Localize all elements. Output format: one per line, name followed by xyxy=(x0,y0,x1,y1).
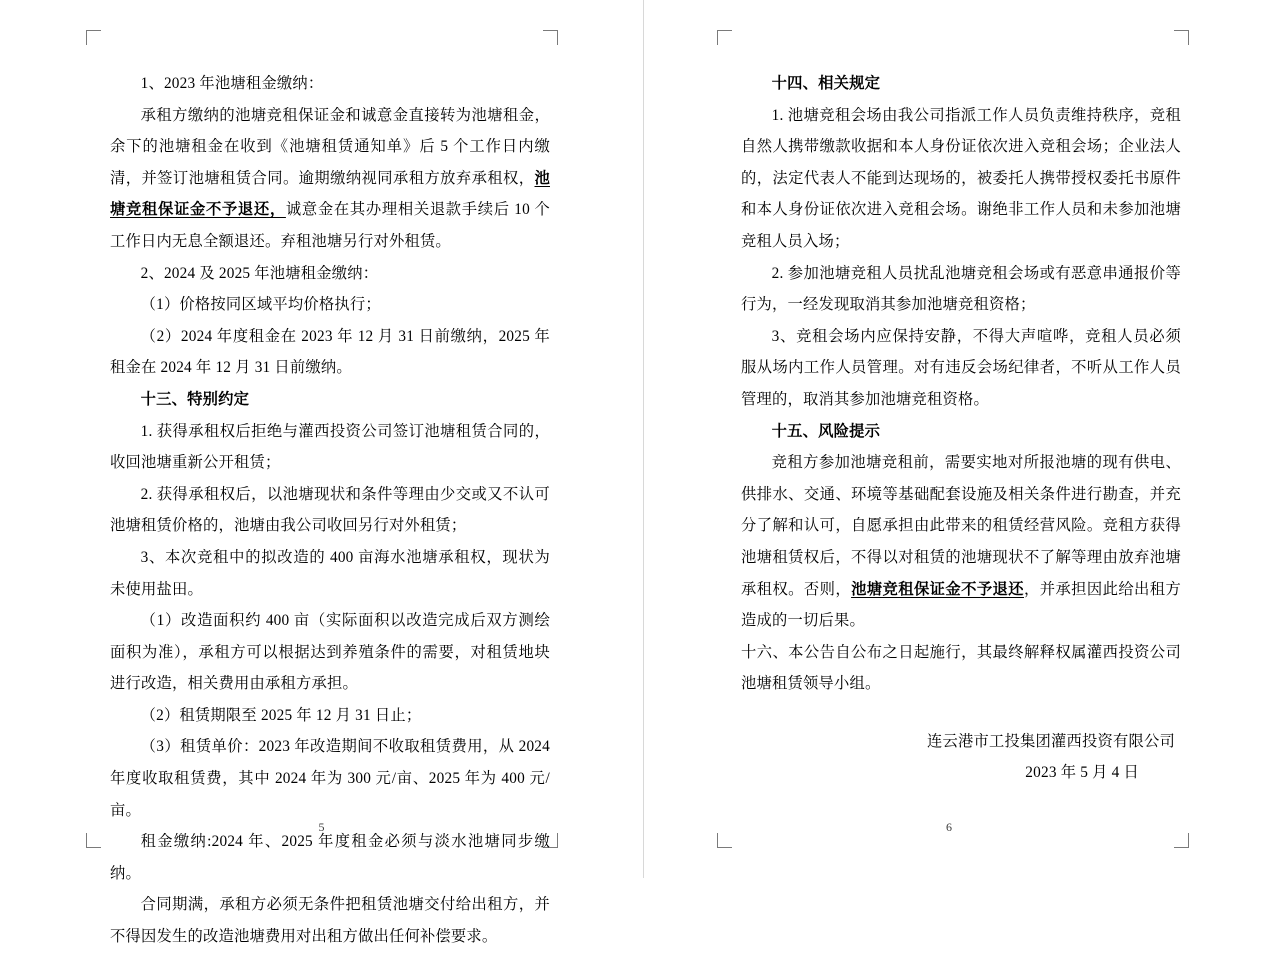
paragraph: 1、2023 年池塘租金缴纳： xyxy=(140,75,324,92)
paragraph: 1. 池塘竞租会场由我公司指派工作人员负责维持秩序，竞租自然人携带缴款收据和本人身份证依次进入竞租会场；企业法人的，法定代表人不能到达现场的，被委托人携带授权委托书原件和本人身份证依次进入竞租会场。谢绝非工作人员和未参加池塘竞租人员入场； xyxy=(741,106,1181,250)
page-left xyxy=(0,0,643,946)
paragraph: （3）租赁单价：2023 年改造期间不收取租赁费用，从 2024 年度收取租赁费，其中 2024 年为 300 元/亩、2025 年为 400 元/亩。 xyxy=(110,738,550,819)
signature-company: 连云港市工投集团灌西投资有限公司 xyxy=(927,732,1175,750)
paragraph: （1）价格按同区域平均价格执行； xyxy=(140,296,381,314)
paragraph: 3、本次竞租中的拟改造的 400 亩海水池塘承租权，现状为未使用盐田。 xyxy=(110,548,550,598)
text-run: 诚意金在其办理相关退款手续后 10 个工作日内无息全额退还。弃租池塘另行对外租赁。 xyxy=(110,201,551,250)
text-run: 竞租方参加池塘竞租前，需要实地对所报池塘的现有供电、供排水、交通、环境等基础配套设施及相关条件进行勘查，并充分了解和认可，自愿承担由此带来的租赁经营风险。竞租方获得池塘租赁权后，不得以对租赁的池塘现状不了解等理由放弃池塘承租权。否则， xyxy=(741,454,1181,598)
paragraph: 合同期满，承租方必须无条件把租赁池塘交付给出租方，并不得因发生的改造池塘费用对出租方做出任何补偿要求。 xyxy=(110,896,550,946)
crop-mark-top-right xyxy=(1174,30,1189,45)
paragraph: （1）改造面积约 400 亩（实际面积以改造完成后双方测绘面积为准），承租方可以根据达到养殖条件的需要，对租赁地块进行改造，相关费用由承租方承担。 xyxy=(110,612,550,693)
crop-mark-top-left xyxy=(86,30,101,45)
section-heading: 十四、相关规定 xyxy=(771,75,881,92)
text-run: ，并承担因此给出租方造成的一切后果。 xyxy=(741,580,1181,630)
text-run: 承租方缴纳的池塘竞租保证金和诚意金直接转为池塘租金，余下的池塘租金在收到《池塘租赁通知单》后 5 个工作日内缴清，并签订池塘租赁合同。逾期缴纳视同承租方放弃承租权， xyxy=(110,106,550,187)
page-number: 5 xyxy=(318,820,325,834)
paragraph: 2. 获得承租权后，以池塘现状和条件等理由少交或又不认可池塘租赁价格的，池塘由我公司收回另行对外租赁； xyxy=(110,485,550,535)
crop-mark-bottom-left xyxy=(717,833,732,848)
crop-mark-top-left xyxy=(717,30,732,45)
paragraph: 十六、本公告自公布之日起施行，其最终解释权属灌西投资公司池塘租赁领导小组。 xyxy=(741,643,1181,693)
paragraph: （2）租赁期限至 2025 年 12 月 31 日止； xyxy=(140,706,422,724)
paragraph: （2）2024 年度租金在 2023 年 12 月 31 日前缴纳，2025 年租金在 2024 年 12 月 31 日前缴纳。 xyxy=(110,327,550,377)
emphasized-text-run: 池塘竞租保证金不予退还， xyxy=(110,169,550,219)
paragraph: 3、竞租会场内应保持安静，不得大声喧哗，竞租人员必须服从场内工作人员管理。对有违反会场纪律者，不听从工作人员管理的，取消其参加池塘竞租资格。 xyxy=(741,327,1181,408)
paragraph: 2. 参加池塘竞租人员扰乱池塘竞租会场或有恶意串通报价等行为，一经发现取消其参加池塘竞租资格； xyxy=(741,264,1181,314)
section-heading: 十五、风险提示 xyxy=(771,422,881,440)
paragraph-with-emphasis xyxy=(741,447,1181,637)
section-heading: 十三、特别约定 xyxy=(140,390,250,408)
paragraph-with-emphasis xyxy=(110,100,550,258)
crop-mark-top-right xyxy=(543,30,558,45)
emphasized-text-run: 池塘竞租保证金不予退还 xyxy=(851,580,1024,598)
paragraph: 租金缴纳:2024 年、2025 年度租金必须与淡水池塘同步缴纳。 xyxy=(110,833,550,882)
page-right-body xyxy=(741,68,1181,789)
crop-mark-bottom-left xyxy=(86,833,101,848)
signature-date: 2023 年 5 月 4 日 xyxy=(1025,764,1139,782)
page-number: 6 xyxy=(946,820,952,834)
page-right xyxy=(643,0,1286,878)
crop-mark-bottom-right xyxy=(1174,833,1189,848)
paragraph: 1. 获得承租权后拒绝与灌西投资公司签订池塘租赁合同的，收回池塘重新公开租赁； xyxy=(110,422,550,472)
paragraph: 2、2024 及 2025 年池塘租金缴纳： xyxy=(140,264,379,282)
